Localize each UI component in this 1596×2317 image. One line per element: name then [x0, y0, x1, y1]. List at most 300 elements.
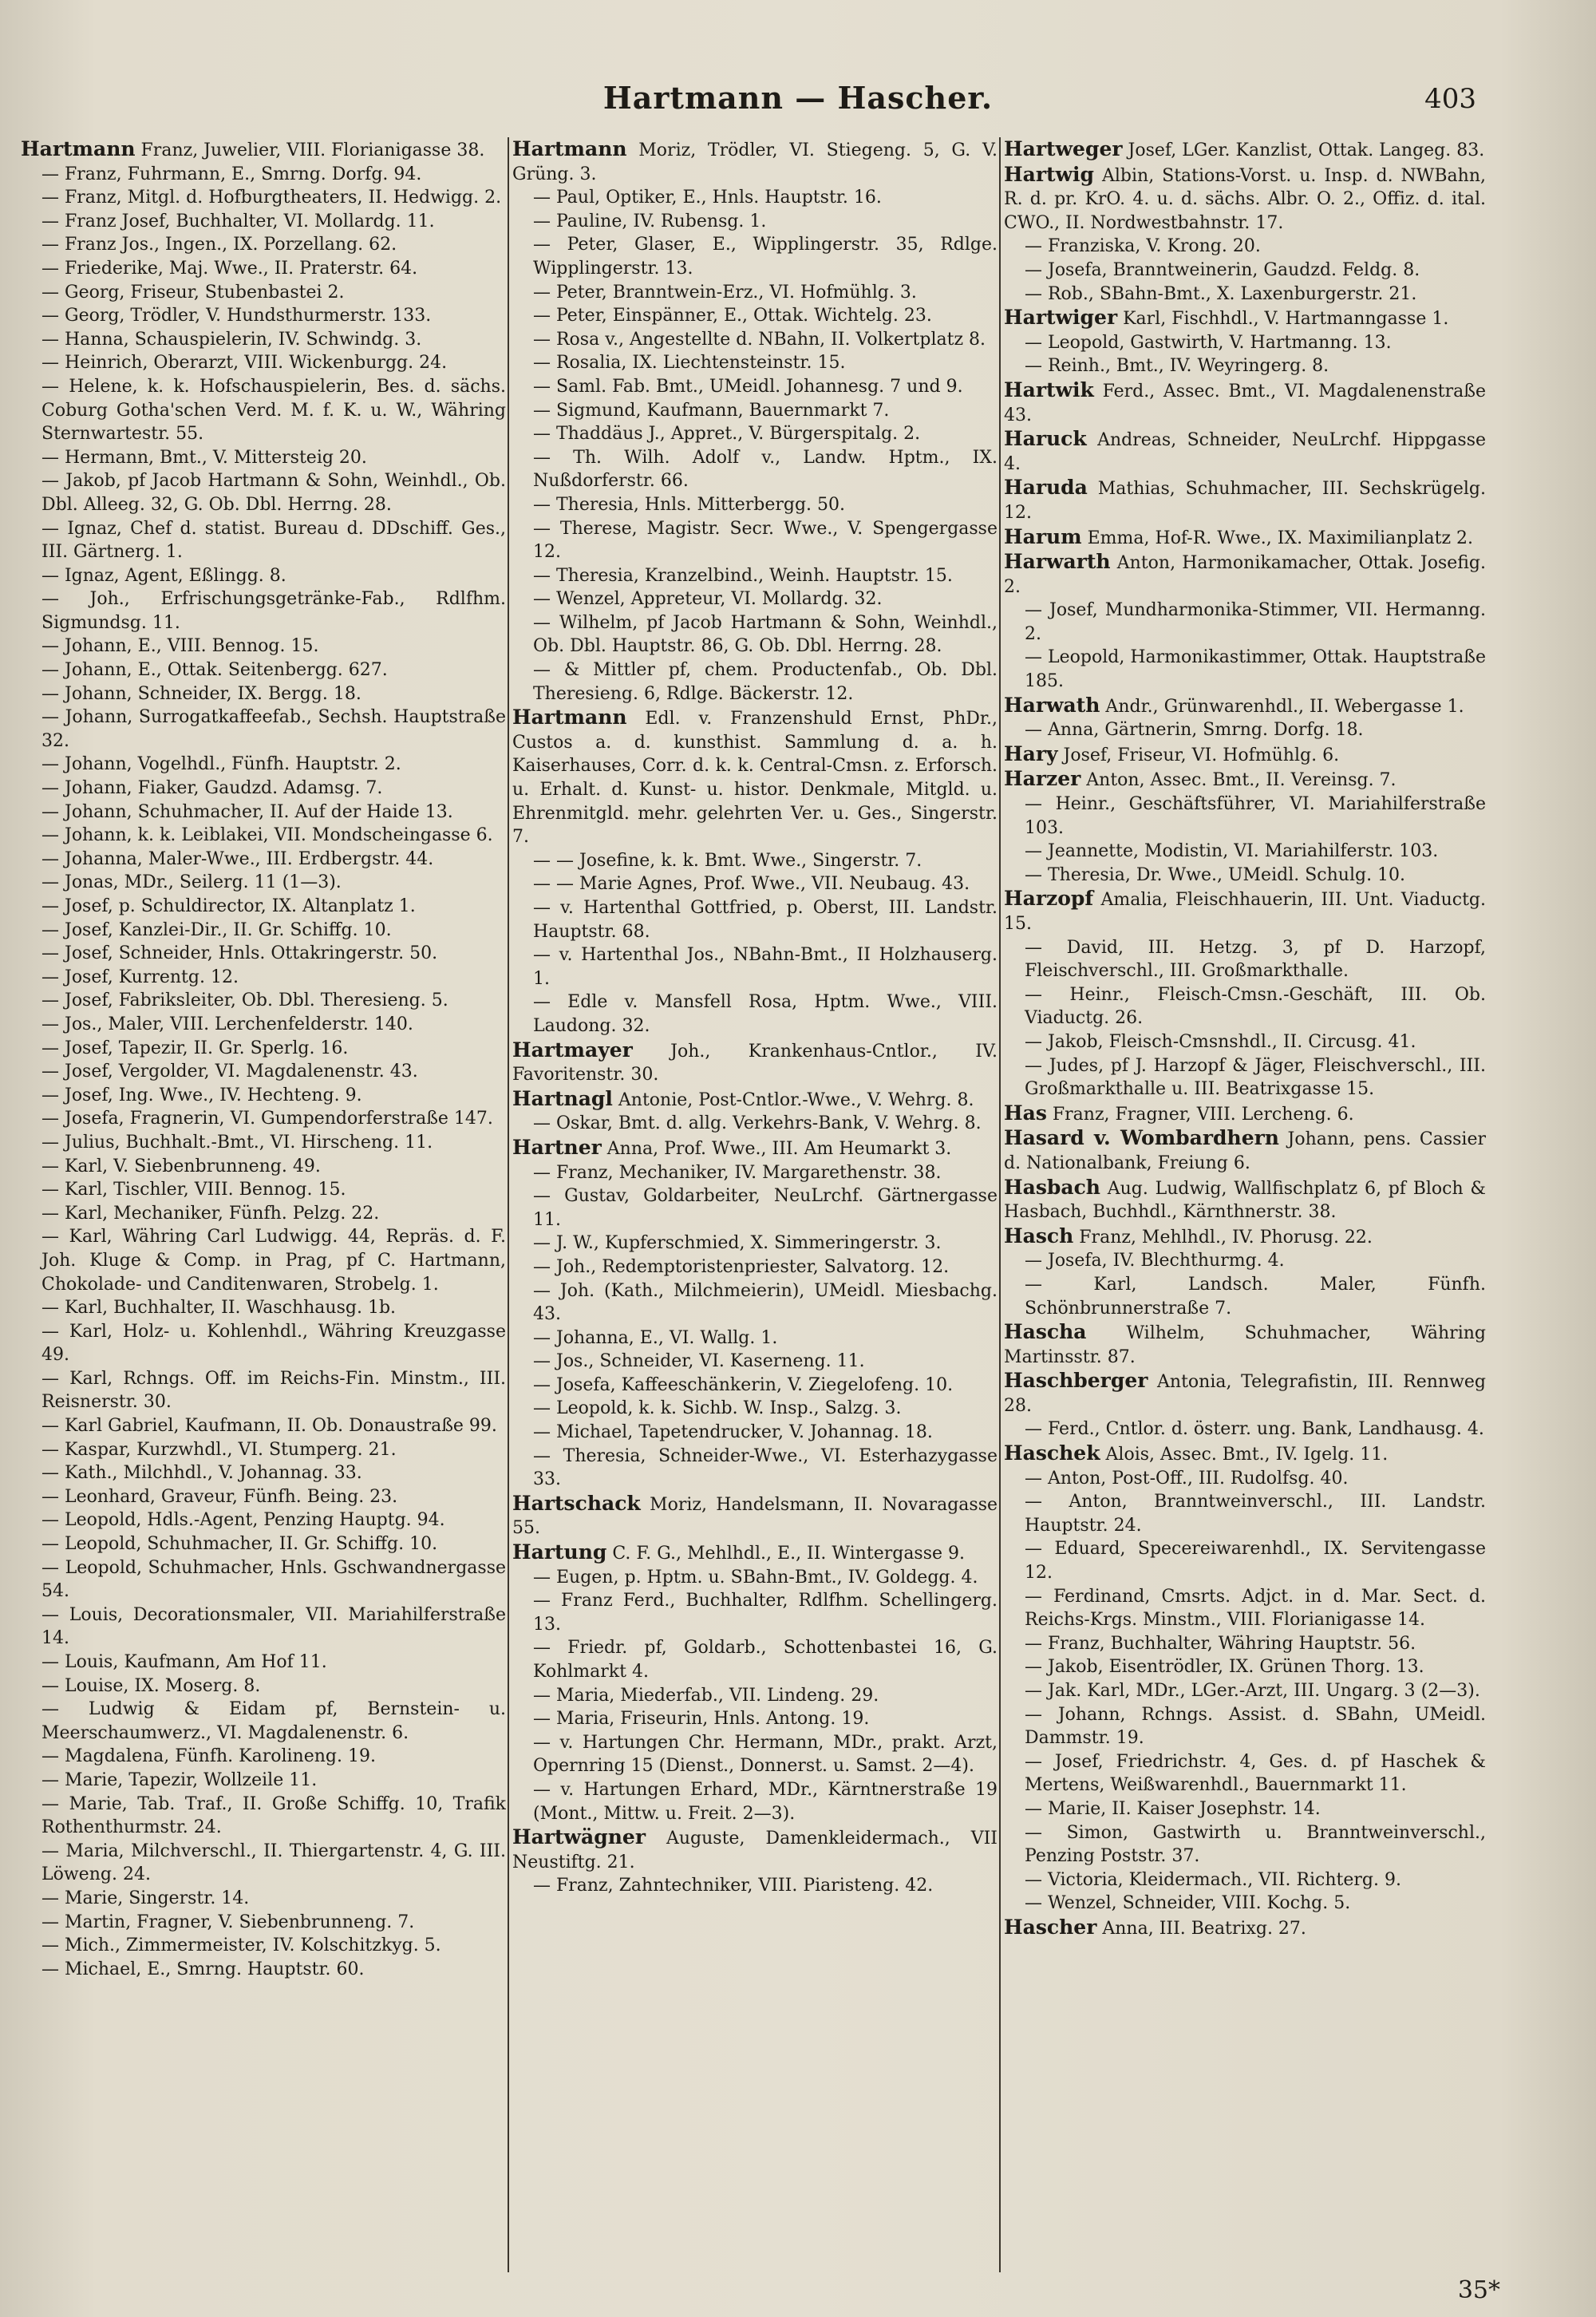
entry-text: — Marie, II. Kaiser Josephstr. 14.: [1025, 1798, 1321, 1819]
entry-text: — Kaspar, Kurzwhdl., VI. Stumperg. 21.: [41, 1439, 397, 1460]
column-rule: [508, 137, 509, 2272]
directory-entry: [1004, 646, 1486, 693]
directory-entry: [21, 1793, 506, 1840]
directory-entry: [512, 1731, 998, 1778]
directory-entry: [512, 564, 998, 588]
entry-text: — Ferdinand, Cmsrts. Adjct. in d. Mar. Sect. d. Reichs-Krgs. Minstm., VIII. Florianigasse 14.: [1025, 1586, 1486, 1631]
directory-entry: [21, 281, 506, 305]
directory-entry: [512, 210, 998, 234]
entry-text: Anna, III. Beatrixg. 27.: [1096, 1918, 1306, 1939]
directory-entry: [21, 1508, 506, 1532]
directory-entry: [21, 304, 506, 328]
entry-text: — Karl, Landsch. Maler, Fünfh. Schönbrunnerstraße 7.: [1025, 1274, 1486, 1319]
entry-text: — Franz Jos., Ingen., IX. Porzellang. 62.: [41, 235, 397, 255]
directory-entry: [1004, 306, 1486, 331]
entry-text: C. F. G., Mehlhdl., E., II. Wintergasse 9.: [606, 1544, 966, 1564]
directory-entry: [21, 1958, 506, 1982]
directory-entry: [512, 658, 998, 706]
directory-entry: [1004, 1417, 1486, 1441]
directory-entry: [1004, 887, 1486, 935]
directory-entry: [1004, 1054, 1486, 1101]
directory-entry: [21, 682, 506, 706]
directory-entry: [21, 1698, 506, 1745]
directory-entry: [1004, 235, 1486, 259]
directory-entry: [21, 777, 506, 801]
entry-text: — Th. Wilh. Adolf v., Landw. Hptm., IX. Nußdorferstr. 66.: [533, 447, 998, 492]
entry-text: — Marie, Tapezir, Wollzeile 11.: [41, 1769, 318, 1790]
directory-entry: [512, 1445, 998, 1492]
directory-entry: [512, 1636, 998, 1683]
entry-text: — Franz, Buchhalter, Währing Hauptstr. 56.: [1025, 1633, 1416, 1654]
entry-text: — Georg, Trödler, V. Hundsthurmerstr. 133.: [41, 306, 432, 326]
directory-entry: [1004, 1249, 1486, 1273]
entry-text: — Jakob, Eisentrödler, IX. Grünen Thorg. 13.: [1025, 1657, 1424, 1678]
directory-entry: [512, 422, 998, 446]
signature-mark: 35*: [1457, 2276, 1500, 2304]
entry-text: — Franz, Mechaniker, IV. Margarethenstr. 38.: [533, 1162, 942, 1183]
directory-entry: [1004, 378, 1486, 427]
entry-text: — Karl Gabriel, Kaufmann, II. Ob. Donaustraße 99.: [41, 1416, 497, 1437]
directory-entry: [21, 848, 506, 872]
directory-entry: [512, 1327, 998, 1350]
entry-text: Anton, Harmonikamacher, Ottak. Josefig. 2.: [1004, 553, 1486, 597]
directory-entry: [512, 611, 998, 658]
entry-surname: Hartweger: [1004, 137, 1123, 160]
entry-text: — Kath., Milchhdl., V. Johannag. 33.: [41, 1463, 362, 1484]
entry-text: — Theresia, Kranzelbind., Weinh. Hauptstr. 15.: [533, 565, 953, 586]
entry-text: — — Marie Agnes, Prof. Wwe., VII. Neubaug. 43.: [533, 874, 970, 895]
entry-text: — Josef, Tapezir, II. Gr. Sperlg. 16.: [41, 1038, 349, 1058]
entry-text: Edl. v. Franzenshuld Ernst, PhDr., Custos a. d. kunsthist. Sammlung d. a. h. Kaiserhauses, Corr. d. k. k. Central-Cmsn. z. Erforsch. u. Erhalt. d. Kunst- u. histor. Denkmale, Mitgld. u. Ehrenmitgld. mehr. gelehrten Ver. u. Ges., Singerstr. 7.: [512, 709, 998, 848]
entry-surname: Hasard v. Wombardhern: [1004, 1126, 1279, 1150]
directory-entry: [1004, 1126, 1486, 1175]
entry-text: — Josef, Vergolder, VI. Magdalenenstr. 43.: [41, 1062, 418, 1082]
entry-text: — Edle v. Mansfell Rosa, Hptm. Wwe., VIII. Laudong. 32.: [533, 992, 998, 1036]
directory-entry: [1004, 476, 1486, 524]
directory-entry: [512, 1087, 998, 1113]
entry-text: — Jakob, pf Jacob Hartmann & Sohn, Weinhdl., Ob. Dbl. Alleeg. 32, G. Ob. Dbl. Herrng. 28.: [41, 471, 506, 515]
entry-text: — Franz, Fuhrmann, E., Smrng. Dorfg. 94.: [41, 164, 422, 184]
entry-text: — Therese, Magistr. Secr. Wwe., V. Spengergasse 12.: [533, 518, 998, 563]
entry-text: — Josefa, Kaffeeschänkerin, V. Ziegelofeng. 10.: [533, 1374, 954, 1395]
entry-surname: Hartung: [512, 1540, 607, 1564]
entry-text: — Michael, Tapetendrucker, V. Johannag. 18.: [533, 1422, 933, 1443]
directory-entry: [21, 1037, 506, 1061]
directory-entry: [1004, 767, 1486, 793]
entry-text: — Josef, Friedrichstr. 4, Ges. d. pf Haschek & Mertens, Weißwarenhdl., Bauernmarkt 11.: [1025, 1751, 1486, 1796]
entry-text: — Martin, Fragner, V. Siebenbrunneng. 7.: [41, 1912, 415, 1932]
directory-entry: [21, 351, 506, 375]
entry-text: — Rosalia, IX. Liechtensteinstr. 15.: [533, 353, 846, 374]
directory-entry: [21, 1603, 506, 1651]
directory-entry: [512, 375, 998, 399]
entry-text: — Josefa, IV. Blechthurmg. 4.: [1025, 1251, 1285, 1271]
entry-text: — Victoria, Kleidermach., VII. Richterg. 9.: [1025, 1869, 1401, 1890]
directory-entry: [512, 1874, 998, 1898]
entry-surname: Hartmann: [512, 137, 627, 160]
entry-text: — Magdalena, Fünfh. Karolineng. 19.: [41, 1746, 376, 1767]
entry-surname: Harzer: [1004, 767, 1081, 791]
entry-text: — Joh. (Kath., Milchmeierin), UMeidl. Miesbachg. 43.: [533, 1280, 998, 1325]
entry-surname: Haschberger: [1004, 1369, 1148, 1393]
entry-text: Andreas, Schneider, NeuLrchf. Hippgasse 4.: [1004, 430, 1486, 474]
directory-entry: [1004, 137, 1486, 163]
entry-surname: Hasch: [1004, 1224, 1074, 1247]
entry-text: — Rob., SBahn-Bmt., X. Laxenburgerstr. 21.: [1025, 283, 1417, 304]
entry-text: Anna, Prof. Wwe., III. Am Heumarkt 3.: [601, 1138, 952, 1159]
running-title: Hartmann — Hascher.: [602, 80, 994, 116]
entry-text: — — Josefine, k. k. Bmt. Wwe., Singerstr. 7.: [533, 850, 922, 871]
directory-entry: [1004, 259, 1486, 283]
entry-text: — Ferd., Cntlor. d. österr. ung. Bank, Landhausg. 4.: [1025, 1419, 1484, 1440]
entry-text: — Heinr., Geschäftsführer, VI. Mariahilferstraße 103.: [1025, 794, 1486, 838]
directory-entry: [21, 587, 506, 635]
entry-surname: Harwarth: [1004, 550, 1111, 574]
directory-entry: [21, 163, 506, 187]
entry-text: — Josef, Fabriksleiter, Ob. Dbl. Theresieng. 5.: [41, 990, 448, 1011]
directory-entry: [21, 1532, 506, 1556]
entry-text: Andr., Grünwarenhdl., II. Webergasse 1.: [1100, 696, 1464, 717]
directory-entry: [21, 1367, 506, 1414]
directory-entry: [21, 564, 506, 588]
entry-text: — Johann, Vogelhdl., Fünfh. Hauptstr. 2.: [41, 754, 401, 775]
directory-entry: [21, 1438, 506, 1462]
entry-text: — Karl, V. Siebenbrunneng. 49.: [41, 1156, 321, 1176]
directory-entry: [1004, 163, 1486, 235]
directory-entry: [512, 1279, 998, 1327]
entry-text: — Jeannette, Modistin, VI. Mariahilferstr. 103.: [1025, 841, 1439, 862]
directory-entry: [21, 919, 506, 943]
directory-entry: [512, 1136, 998, 1161]
directory-entry: [512, 587, 998, 611]
entry-text: — Leopold, Schuhmacher, II. Gr. Schiffg. 10.: [41, 1534, 438, 1555]
column-right: [1004, 137, 1486, 2284]
entry-text: Antonie, Post-Cntlor.-Wwe., V. Wehrg. 8.: [612, 1089, 974, 1110]
directory-entry: [21, 375, 506, 446]
directory-entry: [512, 990, 998, 1038]
directory-entry: [1004, 331, 1486, 355]
entry-text: — Franz Ferd., Buchhalter, Rdlfhm. Schellingerg. 13.: [533, 1591, 998, 1635]
entry-text: — Johann, Fiaker, Gaudzd. Adamsg. 7.: [41, 778, 383, 799]
directory-entry: [512, 304, 998, 328]
directory-entry: [21, 1934, 506, 1958]
entry-text: — Ignaz, Agent, Eßlingg. 8.: [41, 565, 286, 586]
entry-text: — Peter, Glaser, E., Wipplingerstr. 35, Rdlge. Wipplingerstr. 13.: [533, 235, 998, 279]
entry-text: — Helene, k. k. Hofschauspielerin, Bes. d. sächs. Coburg Gotha'schen Verd. M. f. K. u. W., Währing Sternwartestr. 55.: [41, 376, 506, 445]
directory-entry: [21, 186, 506, 210]
entry-text: — Wenzel, Schneider, VIII. Kochg. 5.: [1025, 1893, 1351, 1914]
entry-text: — Josef, Ing. Wwe., IV. Hechteng. 9.: [41, 1085, 362, 1105]
entry-text: — Franz, Mitgl. d. Hofburgtheaters, II. Hedwigg. 2.: [41, 188, 502, 208]
entry-text: — Johann, Surrogatkaffeefab., Sechsh. Hauptstraße 32.: [41, 707, 506, 751]
entry-text: — Leopold, Harmonikastimmer, Ottak. Hauptstraße 185.: [1025, 647, 1486, 692]
entry-text: Albin, Stations-Vorst. u. Insp. d. NWBahn, R. d. pr. KrO. 4. u. d. sächs. Albr. O. 2., Offiz. d. ital. CWO., II. Nordwestbahnstr. 17.: [1004, 165, 1486, 233]
entry-text: — Jakob, Fleisch-Cmsnshdl., II. Circusg. 41.: [1025, 1031, 1416, 1052]
entry-text: — v. Hartungen Erhard, MDr., Kärntnerstraße 19 (Mont., Mittw. u. Freit. 2—3).: [533, 1779, 998, 1824]
entry-text: — Julius, Buchhalt.-Bmt., VI. Hirscheng. 11.: [41, 1132, 433, 1153]
directory-entry: [1004, 1679, 1486, 1703]
entry-surname: Harum: [1004, 524, 1082, 548]
directory-entry: [1004, 283, 1486, 306]
directory-entry: [21, 1060, 506, 1084]
entry-text: — Johann, E., VIII. Bennog. 15.: [41, 636, 319, 657]
directory-entry: [21, 989, 506, 1013]
entry-text: Antonia, Telegrafistin, III. Rennweg 28.: [1004, 1372, 1486, 1416]
entry-text: — Josefa, Fragnerin, VI. Gumpendorferstraße 147.: [41, 1109, 493, 1129]
directory-entry: [21, 1674, 506, 1698]
directory-entry: [21, 1887, 506, 1911]
entry-text: — Peter, Branntwein-Erz., VI. Hofmühlg. 3.: [533, 282, 917, 302]
directory-entry: [21, 469, 506, 516]
entry-text: — Franziska, V. Krong. 20.: [1025, 236, 1261, 257]
directory-entry: [1004, 1868, 1486, 1892]
entry-text: Franz, Fragner, VIII. Lercheng. 6.: [1046, 1104, 1354, 1125]
directory-entry: [1004, 354, 1486, 378]
entry-text: Josef, LGer. Kanzlist, Ottak. Langeg. 83.: [1122, 140, 1485, 160]
entry-text: — Marie, Singerstr. 14.: [41, 1888, 250, 1908]
entry-text: — Thaddäus J., Appret., V. Bürgerspitalg. 2.: [533, 424, 921, 445]
directory-entry: [512, 1540, 998, 1566]
directory-entry: [1004, 1632, 1486, 1656]
directory-entry: [1004, 1821, 1486, 1868]
entry-text: — Johanna, Maler-Wwe., III. Erdbergstr. 44.: [41, 848, 434, 869]
directory-entry: [512, 328, 998, 352]
entry-surname: Hartwig: [1004, 162, 1095, 186]
directory-entry: [1004, 936, 1486, 983]
directory-entry: [21, 233, 506, 257]
directory-entry: [512, 1397, 998, 1421]
entry-text: Auguste, Damenkleidermach., VII Neustiftg. 21.: [512, 1829, 998, 1872]
directory-entry: [21, 1202, 506, 1226]
directory-entry: [1004, 1176, 1486, 1224]
directory-entry: [1004, 694, 1486, 719]
directory-entry: [21, 210, 506, 234]
entry-text: — Friedr. pf, Goldarb., Schottenbastei 16, G. Kohlmarkt 4.: [533, 1638, 998, 1682]
entry-text: Franz, Mehlhdl., IV. Phorusg. 22.: [1073, 1227, 1373, 1247]
entry-text: — Theresia, Hnls. Mitterbergg. 50.: [533, 494, 846, 515]
directory-entry: [1004, 1467, 1486, 1491]
directory-entry: [21, 1745, 506, 1769]
entry-text: — Maria, Milchverschl., II. Thiergartenstr. 4, G. III. Löweng. 24.: [41, 1841, 506, 1885]
entry-text: — Ignaz, Chef d. statist. Bureau d. DDschiff. Ges., III. Gärtnerg. 1.: [41, 518, 506, 563]
directory-entry: [1004, 1101, 1486, 1127]
entry-text: Emma, Hof-R. Wwe., IX. Maximilianplatz 2.: [1081, 528, 1474, 548]
directory-entry: [512, 1492, 998, 1540]
directory-entry: [512, 1707, 998, 1731]
entry-text: — Heinr., Fleisch-Cmsn.-Geschäft, III. Ob. Viaductg. 26.: [1025, 984, 1486, 1029]
entry-text: — Judes, pf J. Harzopf & Jäger, Fleischverschl., III. Großmarkthalle u. III. Beatrixgasse 15.: [1025, 1055, 1486, 1100]
entry-text: Anton, Assec. Bmt., II. Vereinsg. 7.: [1080, 770, 1396, 791]
directory-entry: [21, 1155, 506, 1179]
entry-text: — Johann, E., Ottak. Seitenbergg. 627.: [41, 660, 388, 681]
directory-entry: [512, 943, 998, 990]
entry-text: Wilhelm, Schuhmacher, Währing Martinsstr. 87.: [1004, 1323, 1486, 1367]
entry-surname: Hartwiger: [1004, 306, 1118, 330]
directory-entry: [512, 896, 998, 943]
directory-entry: [512, 706, 998, 849]
entry-text: — Theresia, Dr. Wwe., UMeidl. Schulg. 10.: [1025, 864, 1406, 885]
directory-entry: [1004, 1224, 1486, 1250]
entry-text: — Josefa, Branntweinerin, Gaudzd. Feldg. 8.: [1025, 259, 1420, 280]
entry-text: — Peter, Einspänner, E., Ottak. Wichtelg. 23.: [533, 306, 932, 326]
directory-entry: [512, 1421, 998, 1445]
entry-text: — Josef, Kanzlei-Dir., II. Gr. Schiffg. 10.: [41, 919, 392, 940]
directory-entry: [1004, 983, 1486, 1030]
entry-text: — Eugen, p. Hptm. u. SBahn-Bmt., IV. Goldegg. 4.: [533, 1567, 978, 1588]
directory-entry: [512, 1161, 998, 1185]
entry-surname: Hartschack: [512, 1491, 641, 1515]
entry-text: — Karl, Holz- u. Kohlenhdl., Währing Kreuzgasse 49.: [41, 1321, 506, 1366]
entry-text: — Leopold, Gastwirth, V. Hartmanng. 13.: [1025, 332, 1392, 353]
entry-text: — Johann, Schuhmacher, II. Auf der Haide 13.: [41, 801, 453, 822]
entry-text: — Jak. Karl, MDr., LGer.-Arzt, III. Ungarg. 3 (2—3).: [1025, 1681, 1480, 1701]
entry-text: — Johann, Schneider, IX. Bergg. 18.: [41, 683, 361, 704]
page-number: 403: [1424, 83, 1476, 115]
entry-text: — Joh., Erfrischungsgetränke-Fab., Rdlfhm. Sigmundsg. 11.: [41, 589, 506, 633]
entry-text: — Josef, Schneider, Hnls. Ottakringerstr. 50.: [41, 943, 438, 964]
directory-entry: [512, 1184, 998, 1232]
entry-text: — Sigmund, Kaufmann, Bauernmarkt 7.: [533, 400, 890, 421]
entry-text: Moriz, Trödler, VI. Stiegeng. 5, G. V. Grüng. 3.: [512, 140, 998, 184]
entry-text: — Eduard, Specereiwarenhdl., IX. Servitengasse 12.: [1025, 1539, 1486, 1584]
directory-entry: [21, 706, 506, 753]
entry-surname: Haruda: [1004, 476, 1088, 500]
directory-entry: [21, 895, 506, 919]
directory-entry: [21, 446, 506, 470]
directory-entry: [21, 1414, 506, 1438]
column-middle: [512, 137, 998, 2284]
entry-text: Ferd., Assec. Bmt., VI. Magdalenenstraße 43.: [1004, 381, 1486, 425]
entry-text: Aug. Ludwig, Wallfischplatz 6, pf Bloch & Hasbach, Buchhdl., Kärnthnerstr. 38.: [1004, 1178, 1486, 1223]
entry-text: — Gustav, Goldarbeiter, NeuLrchf. Gärtnergasse 11.: [533, 1186, 998, 1230]
directory-entry: [21, 137, 506, 163]
directory-entry: [21, 635, 506, 658]
entry-text: — Jos., Schneider, VI. Kaserneng. 11.: [533, 1351, 865, 1372]
entry-surname: Hascha: [1004, 1320, 1087, 1344]
directory-entry: [1004, 1750, 1486, 1797]
entry-surname: Hartmann: [21, 137, 136, 160]
directory-entry: [1004, 718, 1486, 742]
directory-entry: [21, 1769, 506, 1793]
entry-text: — Louis, Kaufmann, Am Hof 11.: [41, 1652, 327, 1672]
column-left: [21, 137, 506, 2284]
entry-text: — Hermann, Bmt., V. Mittersteig 20.: [41, 447, 367, 468]
entry-text: — Jos., Maler, VIII. Lerchenfelderstr. 140.: [41, 1014, 413, 1034]
entry-text: Amalia, Fleischhauerin, III. Unt. Viaductg. 15.: [1004, 890, 1486, 934]
directory-entry: [512, 1350, 998, 1374]
entry-text: — Simon, Gastwirth u. Branntweinverschl., Penzing Poststr. 37.: [1025, 1822, 1486, 1867]
entry-text: — Reinh., Bmt., IV. Weyringerg. 8.: [1025, 356, 1329, 377]
page-header: [0, 80, 1596, 128]
directory-entry: [512, 351, 998, 375]
entry-surname: Hasbach: [1004, 1175, 1100, 1199]
directory-entry: [512, 1112, 998, 1136]
entry-text: — Anton, Post-Off., III. Rudolfsg. 40.: [1025, 1468, 1349, 1489]
directory-entry: [1004, 742, 1486, 768]
directory-entry: [21, 1131, 506, 1155]
entry-text: — Johann, Rchngs. Assist. d. SBahn, UMeidl. Dammstr. 19.: [1025, 1704, 1486, 1749]
entry-text: — Friederike, Maj. Wwe., II. Praterstr. 64.: [41, 258, 418, 279]
directory-entry: [1004, 599, 1486, 646]
entry-text: — Louise, IX. Moserg. 8.: [41, 1675, 261, 1696]
directory-entry: [1004, 864, 1486, 888]
entry-surname: Hartner: [512, 1135, 602, 1159]
directory-entry: [21, 1225, 506, 1296]
entry-text: — Maria, Friseurin, Hnls. Antong. 19.: [533, 1709, 870, 1730]
entry-text: — Saml. Fab. Bmt., UMeidl. Johannesg. 7 und 9.: [533, 376, 963, 397]
directory-entry: [512, 1232, 998, 1255]
directory-entry: [1004, 1030, 1486, 1054]
directory-entry: [21, 824, 506, 848]
directory-entry: [512, 1374, 998, 1398]
directory-entry: [21, 1461, 506, 1485]
directory-entry: [512, 186, 998, 210]
entry-surname: Hartwik: [1004, 378, 1094, 401]
entry-surname: Haschek: [1004, 1441, 1100, 1465]
directory-entry: [1004, 793, 1486, 840]
entry-text: — Josef, p. Schuldirector, IX. Altanplatz 1.: [41, 896, 416, 916]
entry-text: — Josef, Mundharmonika-Stimmer, VII. Hermanng. 2.: [1025, 600, 1486, 644]
directory-entry: [1004, 1892, 1486, 1916]
entry-text: — Louis, Decorationsmaler, VII. Mariahilferstraße 14.: [41, 1604, 506, 1649]
entry-text: — J. W., Kupferschmied, X. Simmeringerstr. 3.: [533, 1233, 942, 1254]
directory-entry: [1004, 1273, 1486, 1320]
entry-text: — Michael, E., Smrng. Hauptstr. 60.: [41, 1959, 365, 1979]
directory-entry: [1004, 1369, 1486, 1417]
entry-text: Moriz, Handelsmann, II. Novaragasse 55.: [512, 1494, 998, 1539]
entry-text: — Anna, Gärtnerin, Smrng. Dorfg. 18.: [1025, 720, 1364, 741]
directory-entry: [21, 966, 506, 990]
directory-entry: [1004, 1916, 1486, 1941]
directory-entry: [21, 257, 506, 281]
directory-entry: [512, 849, 998, 873]
directory-entry: [512, 1778, 998, 1825]
entry-text: — Mich., Zimmermeister, IV. Kolschitzkyg. 5.: [41, 1935, 441, 1956]
entry-text: — Karl, Rchngs. Off. im Reichs-Fin. Minstm., III. Reisnerstr. 30.: [41, 1368, 506, 1413]
entry-text: — v. Hartenthal Gottfried, p. Oberst, III. Landstr. Hauptstr. 68.: [533, 898, 998, 942]
entry-text: — Oskar, Bmt. d. allg. Verkehrs-Bank, V. Wehrg. 8.: [533, 1113, 982, 1134]
directory-entry: [21, 1178, 506, 1202]
directory-entry: [21, 1485, 506, 1509]
directory-entry: [512, 137, 998, 186]
entry-text: — Theresia, Schneider-Wwe., VI. Esterhazygasse 33.: [533, 1445, 998, 1490]
entry-surname: Hartnagl: [512, 1086, 613, 1110]
directory-entry: [21, 658, 506, 682]
entry-text: — Karl, Mechaniker, Fünfh. Pelzg. 22.: [41, 1203, 380, 1224]
directory-entry: [512, 399, 998, 423]
entry-text: Johann, pens. Cassier d. Nationalbank, Freiung 6.: [1004, 1129, 1486, 1173]
directory-entry: [21, 942, 506, 966]
directory-entry: [21, 1013, 506, 1037]
entry-text: — Rosa v., Angestellte d. NBahn, II. Volkertplatz 8.: [533, 329, 986, 350]
directory-entry: [1004, 1655, 1486, 1679]
directory-entry: [21, 1320, 506, 1367]
entry-text: — Marie, Tab. Traf., II. Große Schiffg. 10, Trafik Rothenthurmstr. 24.: [41, 1793, 506, 1838]
column-rule: [999, 137, 1001, 2272]
entry-surname: Hartwägner: [512, 1825, 646, 1849]
entry-text: Franz, Juwelier, VIII. Florianigasse 38.: [135, 140, 485, 160]
entry-text: — Karl, Buchhalter, II. Waschhausg. 1b.: [41, 1298, 397, 1319]
entry-text: — David, III. Hetzg. 3, pf D. Harzopf, Fleischverschl., III. Großmarkthalle.: [1025, 937, 1486, 982]
entry-text: — Heinrich, Oberarzt, VIII. Wickenburgg. 24.: [41, 353, 448, 374]
entry-text: — Johanna, E., VI. Wallg. 1.: [533, 1327, 778, 1348]
entry-text: Alois, Assec. Bmt., IV. Igelg. 11.: [1100, 1445, 1389, 1465]
directory-entry: [21, 328, 506, 352]
entry-surname: Hary: [1004, 741, 1058, 765]
entry-surname: Hartmayer: [512, 1038, 633, 1062]
directory-entry: [21, 1556, 506, 1603]
entry-text: — Karl, Tischler, VIII. Bennog. 15.: [41, 1180, 346, 1200]
